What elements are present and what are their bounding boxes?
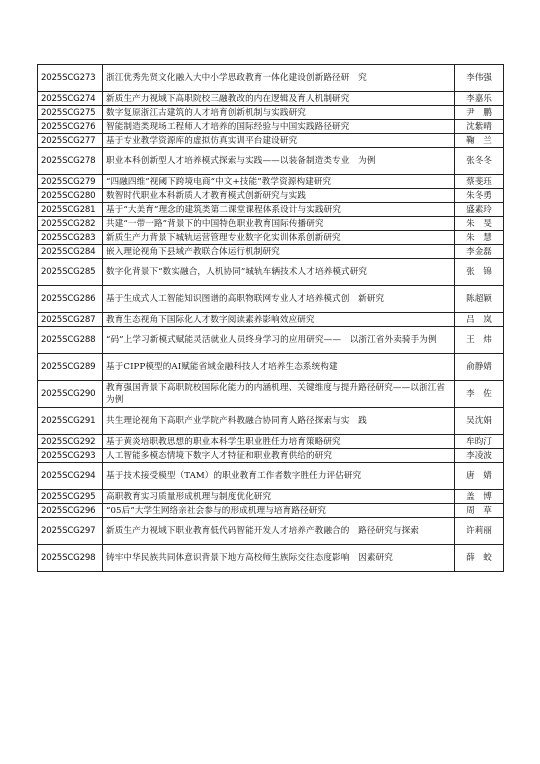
project-code: 2025SCG292	[38, 435, 103, 449]
project-title: 人工智能多模态情境下数字人才特征和职业教育供给的研究	[103, 449, 455, 463]
project-leader: 盖 博	[455, 490, 504, 504]
project-code: 2025SCG280	[38, 189, 103, 203]
project-title: 基于生成式人工智能知识图谱的高职物联网专业人才培养模式创 新研究	[103, 286, 455, 313]
table-row	[38, 92, 504, 106]
project-code: 2025SCG287	[38, 313, 103, 327]
project-title: 基于CIPP模型的AI赋能省域金融科技人才培养生态系统构建	[103, 354, 455, 381]
project-title: 基于专业教学资源库的虚拟仿真实训平台建设研究	[103, 134, 455, 148]
project-table-body	[38, 65, 504, 572]
project-leader: 李 佐	[455, 381, 504, 408]
project-code: 2025SCG297	[38, 518, 103, 545]
project-leader: 薛 蛟	[455, 545, 504, 572]
project-leader: 朱 慧	[455, 231, 504, 245]
project-code: 2025SCG283	[38, 231, 103, 245]
table-row	[38, 504, 504, 518]
project-code: 2025SCG293	[38, 449, 103, 463]
project-leader: 吕 岚	[455, 313, 504, 327]
project-code: 2025SCG298	[38, 545, 103, 572]
project-title: 智能制造类现场工程师人才培养的国际经验与中国实践路径研究	[103, 120, 455, 134]
table-row	[38, 259, 504, 286]
project-leader: 朱冬勇	[455, 189, 504, 203]
project-leader: 张 锦	[455, 259, 504, 286]
table-row	[38, 203, 504, 217]
project-leader: 鞠 兰	[455, 134, 504, 148]
table-row	[38, 286, 504, 313]
project-leader: 朱 旻	[455, 217, 504, 231]
project-leader: 许莉丽	[455, 518, 504, 545]
table-row	[38, 65, 504, 92]
project-code: 2025SCG295	[38, 490, 103, 504]
project-code: 2025SCG284	[38, 245, 103, 259]
project-code: 2025SCG279	[38, 175, 103, 189]
project-title: “四融四维”视阈下跨境电商“中文+技能”教学资源构建研究	[103, 175, 455, 189]
project-leader: 沈紫晴	[455, 120, 504, 134]
project-code: 2025SCG289	[38, 354, 103, 381]
project-title: 铸牢中华民族共同体意识背景下地方高校师生族际交往态度影响 因素研究	[103, 545, 455, 572]
project-leader: 蔡斐珏	[455, 175, 504, 189]
project-table	[37, 64, 504, 572]
project-leader: 周 草	[455, 504, 504, 518]
project-title: 基于黄炎培职教思想的职业本科学生职业胜任力培育策略研究	[103, 435, 455, 449]
table-row	[38, 327, 504, 354]
project-title: 新质生产力背景下城轨运营管理专业数字化实训体系创新研究	[103, 231, 455, 245]
project-title: 新质生产力视域下高职院校三融教改的内在逻辑及育人机制研究	[103, 92, 455, 106]
project-code: 2025SCG276	[38, 120, 103, 134]
table-row	[38, 245, 504, 259]
project-title: 职业本科创新型人才培养模式探索与实践——以装备制造类专业 为例	[103, 148, 455, 175]
project-title: 共建“一带一路”背景下的中国特色职业教育国际传播研究	[103, 217, 455, 231]
project-leader: 李伟强	[455, 65, 504, 92]
project-code: 2025SCG273	[38, 65, 103, 92]
project-code: 2025SCG282	[38, 217, 103, 231]
project-leader: 俞静婧	[455, 354, 504, 381]
project-title: 数字化背景下“数实融合，人机协同”城轨车辆技术人才培养模式研究	[103, 259, 455, 286]
project-leader: 陈超颖	[455, 286, 504, 313]
project-leader: 王 炜	[455, 327, 504, 354]
project-title: 浙江优秀先贤文化融入大中小学思政教育一体化建设创新路径研 究	[103, 65, 455, 92]
project-title: 共生理论视角下高职产业学院产科教融合协同育人路径探索与实 践	[103, 408, 455, 435]
table-row	[38, 435, 504, 449]
project-leader: 李金磊	[455, 245, 504, 259]
project-title: 基于技术接受模型（TAM）的职业教育工作者数字胜任力评估研究	[103, 463, 455, 490]
table-row	[38, 545, 504, 572]
table-row	[38, 381, 504, 408]
project-title: “码”上学习新模式赋能灵活就业人员终身学习的应用研究—— 以浙江省外卖骑手为例	[103, 327, 455, 354]
project-leader: 吴沈娟	[455, 408, 504, 435]
project-code: 2025SCG290	[38, 381, 103, 408]
table-row	[38, 463, 504, 490]
project-title: 数字复原浙江古建筑的人才培育创新机制与实践研究	[103, 106, 455, 120]
project-code: 2025SCG296	[38, 504, 103, 518]
project-leader: 李嘉乐	[455, 92, 504, 106]
table-row	[38, 231, 504, 245]
table-row	[38, 518, 504, 545]
project-title: 新质生产力视域下职业教育低代码智能开发人才培养产教融合的 路径研究与探索	[103, 518, 455, 545]
project-code: 2025SCG288	[38, 327, 103, 354]
project-title: 高职教育实习质量形成机理与制度优化研究	[103, 490, 455, 504]
table-row	[38, 408, 504, 435]
project-leader: 李凌波	[455, 449, 504, 463]
project-leader: 唐 婧	[455, 463, 504, 490]
project-code: 2025SCG281	[38, 203, 103, 217]
table-row	[38, 313, 504, 327]
project-title: 数智时代职业本科新质人才教育模式创新研究与实践	[103, 189, 455, 203]
table-row	[38, 148, 504, 175]
project-title: 教育生态视角下国际化人才数字阅读素养影响效应研究	[103, 313, 455, 327]
project-title: 基于“大美育”理念的建筑类第二课堂课程体系设计与实践研究	[103, 203, 455, 217]
table-row	[38, 120, 504, 134]
table-row	[38, 134, 504, 148]
project-code: 2025SCG286	[38, 286, 103, 313]
project-title: 教育强国背景下高职院校国际化能力的内涵机理、关键维度与提升路径研究——以浙江省为例	[103, 381, 455, 408]
project-code: 2025SCG275	[38, 106, 103, 120]
project-title: 嵌入理论视角下县域产教联合体运行机制研究	[103, 245, 455, 259]
table-row	[38, 354, 504, 381]
project-code: 2025SCG285	[38, 259, 103, 286]
project-code: 2025SCG294	[38, 463, 103, 490]
table-row	[38, 490, 504, 504]
project-code: 2025SCG278	[38, 148, 103, 175]
project-title: “05后”大学生网络亲社会参与的形成机理与培育路径研究	[103, 504, 455, 518]
table-row	[38, 106, 504, 120]
table-row	[38, 449, 504, 463]
project-leader: 盛素玲	[455, 203, 504, 217]
project-code: 2025SCG274	[38, 92, 103, 106]
table-row	[38, 217, 504, 231]
project-leader: 张冬冬	[455, 148, 504, 175]
table-row	[38, 175, 504, 189]
project-code: 2025SCG277	[38, 134, 103, 148]
project-leader: 牟昀汀	[455, 435, 504, 449]
project-leader: 尹 鹏	[455, 106, 504, 120]
project-code: 2025SCG291	[38, 408, 103, 435]
table-row	[38, 189, 504, 203]
